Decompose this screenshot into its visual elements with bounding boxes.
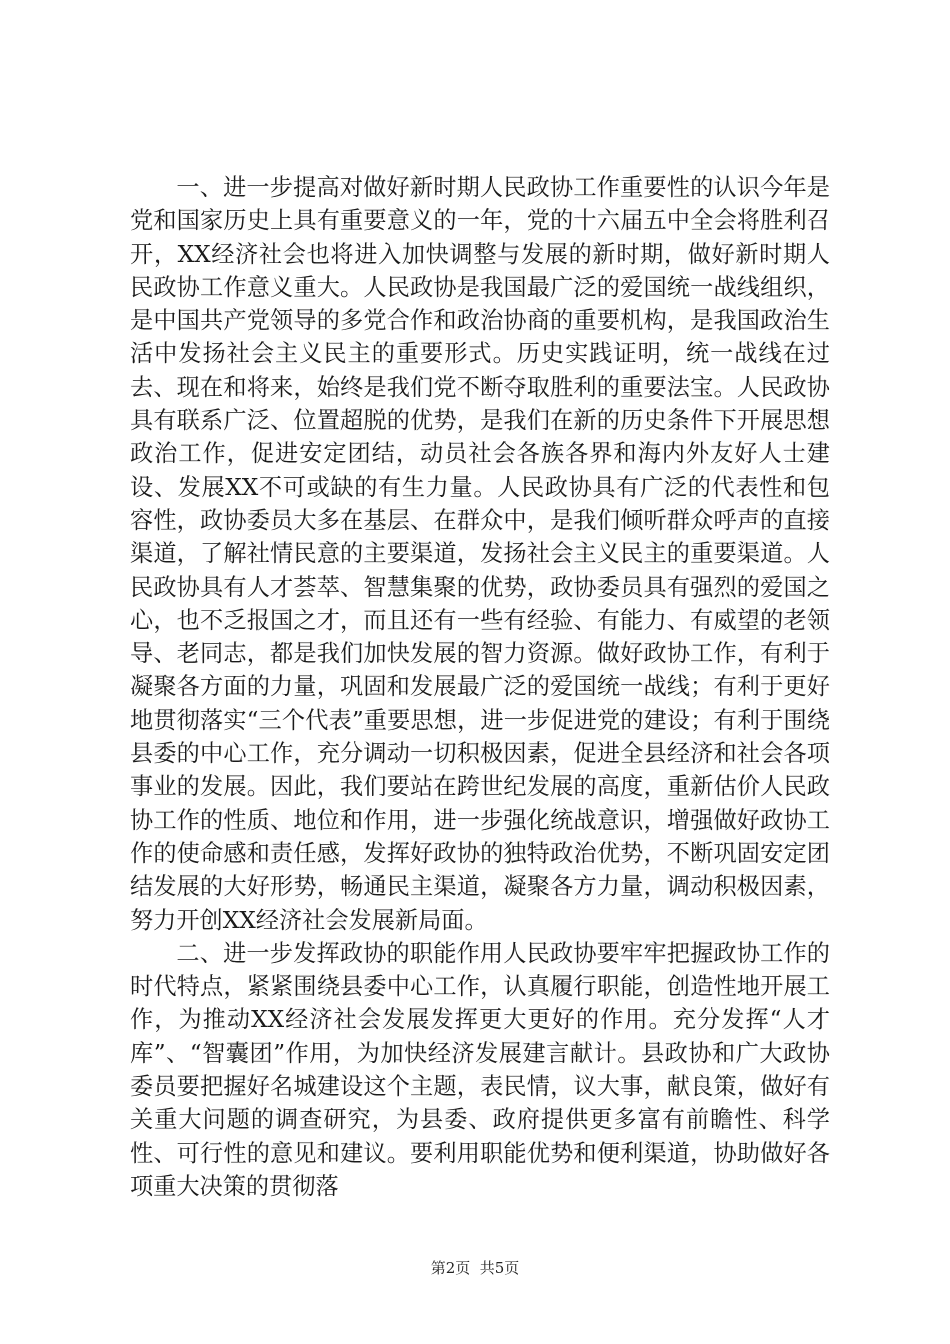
document-body (130, 171, 830, 1203)
page-number-label: 第2页 共5页 (430, 1259, 520, 1277)
paragraph-section-two: 二、进一步发挥政协的职能作用人民政协要牢牢把握政协工作的时代特点，紧紧围绕县委中心工作，认真履行职能，创造性地开展工作，为推动XX经济社会发展发挥更大更好的作用。充分发挥“人才库”、“智囊团”作用，为加快经济发展建言献计。县政协和广大政协委员要把握好名城建设这个主题，表民情，议大事，献良策，做好有关重大问题的调查研究，为县委、政府提供更多富有前瞻性、科学性、可行性的意见和建议。要利用职能优势和便利渠道，协助做好各项重大决策的贯彻落 (130, 939, 830, 1200)
page-footer (0, 1258, 950, 1278)
paragraph-section-one: 一、进一步提高对做好新时期人民政协工作重要性的认识今年是党和国家历史上具有重要意义的一年，党的十六届五中全会将胜利召开，XX经济社会也将进入加快调整与发展的新时期，做好新时期人民政协工作意义重大。人民政协是我国最广泛的爱国统一战线组织，是中国共产党领导的多党合作和政治协商的重要机构，是我国政治生活中发扬社会主义民主的重要形式。历史实践证明，统一战线在过去、现在和将来，始终是我们党不断夺取胜利的重要法宝。人民政协具有联系广泛、位置超脱的优势，是我们在新的历史条件下开展思想政治工作，促进安定团结，动员社会各族各界和海内外友好人士建设、发展XX不可或缺的有生力量。人民政协具有广泛的代表性和包容性，政协委员大多在基层、在群众中，是我们倾听群众呼声的直接渠道，了解社情民意的主要渠道，发扬社会主义民主的重要渠道。人民政协具有人才荟萃、智慧集聚的优势，政协委员具有强烈的爱国之心，也不乏报国之才，而且还有一些有经验、有能力、有威望的老领导、老同志，都是我们加快发展的智力资源。做好政协工作，有利于凝聚各方面的力量，巩固和发展最广泛的爱国统一战线；有利于更好地贯彻落实“三个代表”重要思想，进一步促进党的建设；有利于围绕县委的中心工作，充分调动一切积极因素，促进全县经济和社会各项事业的发展。因此，我们要站在跨世纪发展的高度，重新估价人民政协工作的性质、地位和作用，进一步强化统战意识，增强做好政协工作的使命感和责任感，发挥好政协的独特政治优势，不断巩固安定团结发展的大好形势，畅通民主渠道，凝聚各方力量，调动积极因素，努力开创XX经济社会发展新局面。 (130, 174, 830, 934)
